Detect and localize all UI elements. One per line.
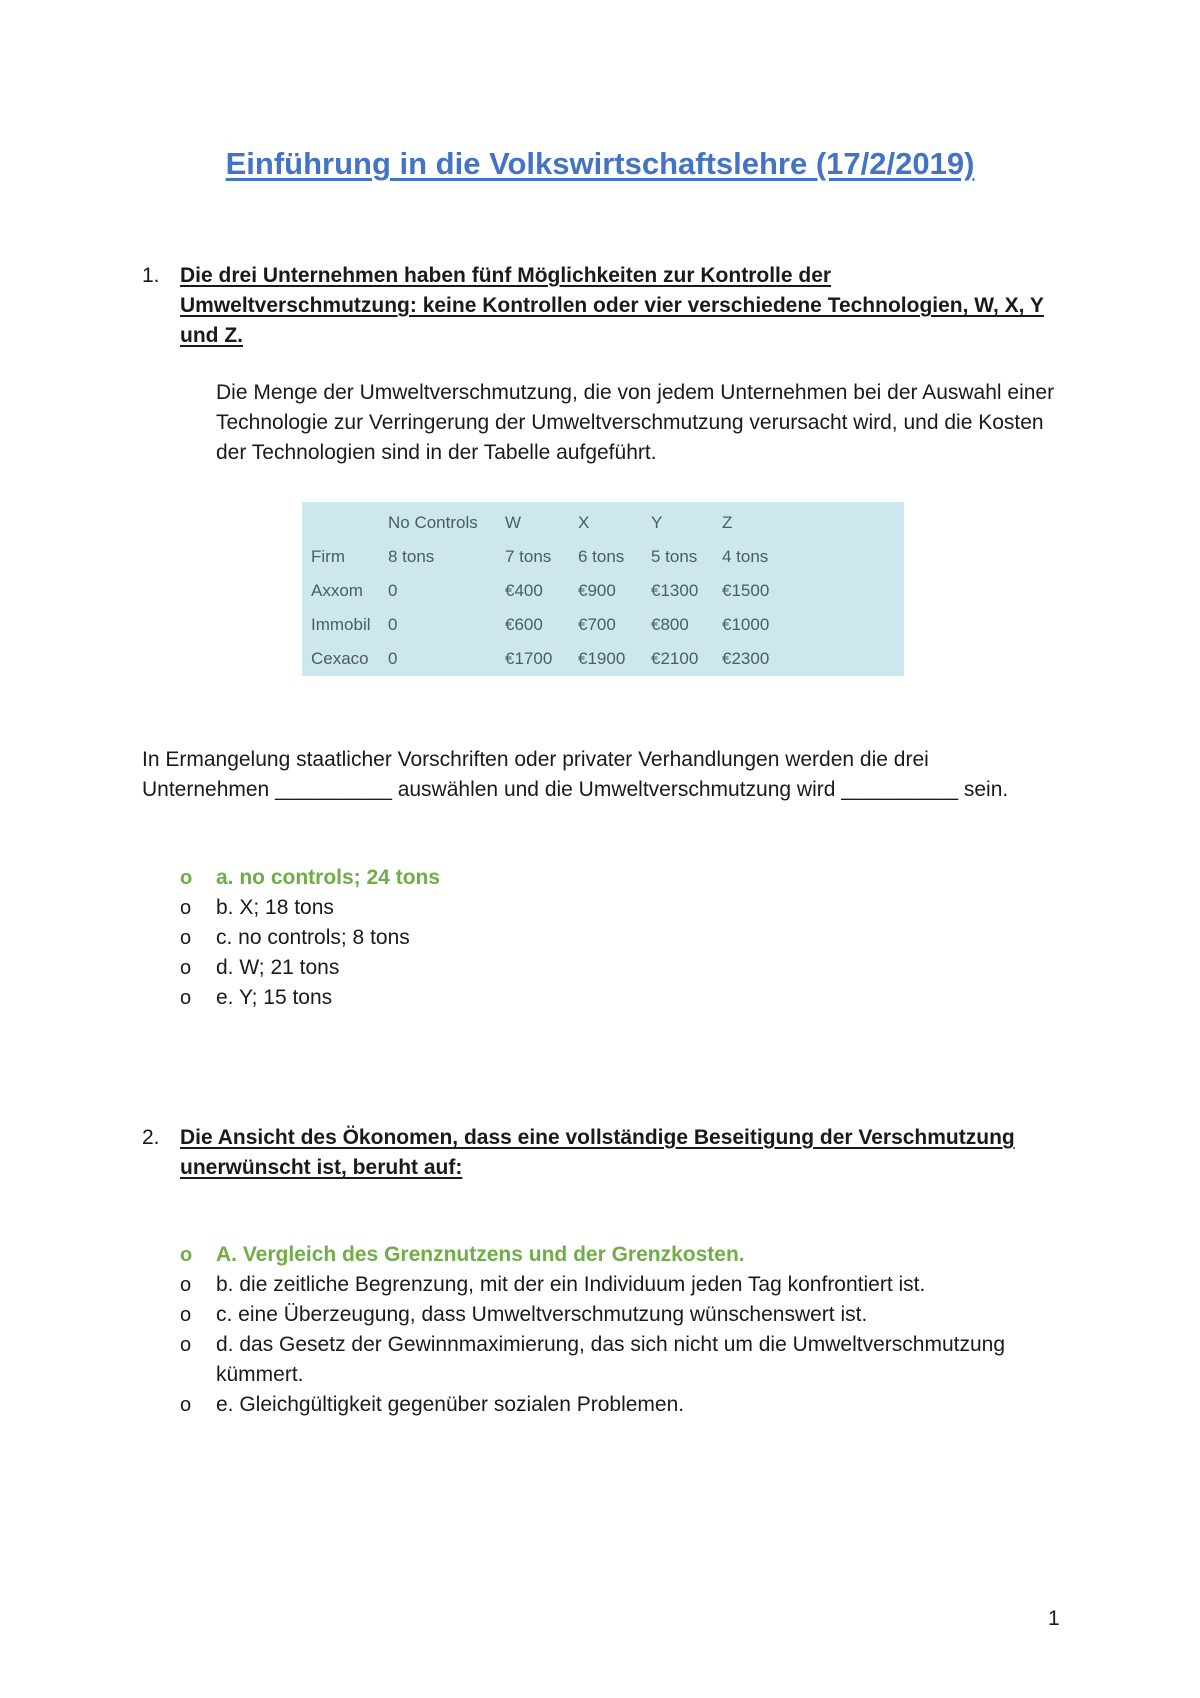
table-cell: 5 tons bbox=[651, 547, 698, 566]
answer-option-label: b. die zeitliche Begrenzung, mit der ein Individuum jeden Tag konfrontiert ist. bbox=[216, 1273, 926, 1296]
table-cell: Immobil bbox=[311, 615, 371, 634]
circle-bullet-icon: o bbox=[180, 1394, 192, 1416]
table-row bbox=[302, 608, 904, 642]
answer-option-correct[interactable] bbox=[180, 1240, 1080, 1270]
table-cell: Axxom bbox=[311, 581, 363, 600]
circle-bullet-icon: o bbox=[180, 927, 192, 949]
answer-option[interactable] bbox=[180, 953, 1080, 983]
question-number: 2. bbox=[142, 1126, 160, 1149]
table-cell: €2300 bbox=[722, 649, 770, 668]
question-1-options bbox=[180, 863, 1080, 1013]
table-cell: 0 bbox=[388, 649, 398, 668]
answer-option-label: A. Vergleich des Grenznutzens und der Grenzkosten. bbox=[216, 1243, 745, 1266]
question-2-options bbox=[180, 1240, 1080, 1420]
table-header-cell: W bbox=[505, 513, 522, 532]
answer-option[interactable] bbox=[180, 923, 1080, 953]
circle-bullet-icon: o bbox=[180, 867, 193, 889]
table-cell: €2100 bbox=[651, 649, 699, 668]
table-row bbox=[302, 574, 904, 608]
table-cell: €900 bbox=[578, 581, 616, 600]
table-cell: 8 tons bbox=[388, 547, 435, 566]
table-header-cell: No Controls bbox=[388, 513, 478, 532]
answer-option-label: d. W; 21 tons bbox=[216, 956, 340, 979]
answer-option-label: b. X; 18 tons bbox=[216, 896, 334, 919]
technology-cost-table bbox=[302, 502, 904, 676]
table-header-cell: Y bbox=[651, 513, 663, 532]
table-cell: €1000 bbox=[722, 615, 770, 634]
question-prompt: Die Ansicht des Ökonomen, dass eine vollständige Beseitigung der Verschmutzung unerwünscht ist, beruht auf: bbox=[180, 1126, 1015, 1179]
circle-bullet-icon: o bbox=[180, 987, 192, 1009]
answer-option-label: c. no controls; 8 tons bbox=[216, 926, 410, 949]
page-number: 1 bbox=[1048, 1607, 1060, 1630]
table-cell: €600 bbox=[505, 615, 543, 634]
circle-bullet-icon: o bbox=[180, 1334, 192, 1356]
circle-bullet-icon: o bbox=[180, 897, 192, 919]
table-header-cell: Z bbox=[722, 513, 733, 532]
circle-bullet-icon: o bbox=[180, 957, 192, 979]
table-cell: €800 bbox=[651, 615, 689, 634]
table-cell: 0 bbox=[388, 581, 398, 600]
table-cell: €1300 bbox=[651, 581, 699, 600]
table-cell: €1500 bbox=[722, 581, 770, 600]
circle-bullet-icon: o bbox=[180, 1304, 192, 1326]
table-row bbox=[302, 540, 904, 574]
circle-bullet-icon: o bbox=[180, 1244, 193, 1266]
table-cell: €700 bbox=[578, 615, 616, 634]
answer-option-label: d. das Gesetz der Gewinnmaximierung, das sich nicht um die Umweltverschmutzung kümmert. bbox=[216, 1333, 1005, 1386]
answer-option[interactable] bbox=[180, 1300, 1080, 1330]
answer-option[interactable] bbox=[180, 1330, 1080, 1390]
question-1-text: In Ermangelung staatlicher Vorschriften oder privater Verhandlungen werden die drei Unternehmen __________ auswählen und die Umweltverschmutzung wird __________ sein. bbox=[142, 748, 1009, 801]
answer-option[interactable] bbox=[180, 893, 1080, 923]
answer-option-label: e. Gleichgültigkeit gegenüber sozialen Problemen. bbox=[216, 1393, 685, 1416]
table-header-cell: X bbox=[578, 513, 590, 532]
table-cell: €400 bbox=[505, 581, 543, 600]
answer-option-label: c. eine Überzeugung, dass Umweltverschmutzung wünschenswert ist. bbox=[216, 1303, 868, 1326]
answer-option[interactable] bbox=[180, 983, 1080, 1013]
page-title: Einführung in die Volkswirtschaftslehre (17/2/2019) bbox=[225, 146, 975, 181]
table-cell: €1900 bbox=[578, 649, 626, 668]
question-number: 1. bbox=[142, 264, 160, 287]
table-row bbox=[302, 642, 904, 676]
question-2 bbox=[142, 1123, 1062, 1183]
question-1-intro: Die Menge der Umweltverschmutzung, die von jedem Unternehmen bei der Auswahl einer Technologie zur Verringerung der Umweltverschmutzung verursacht wird, und die Kosten der Technologien sind in der Tabelle aufgeführt. bbox=[216, 381, 1055, 464]
table-cell: €1700 bbox=[505, 649, 553, 668]
circle-bullet-icon: o bbox=[180, 1274, 192, 1296]
table-header-row bbox=[302, 502, 904, 540]
table-cell: 7 tons bbox=[505, 547, 552, 566]
table-cell: 4 tons bbox=[722, 547, 769, 566]
table-cell: Firm bbox=[311, 547, 345, 566]
answer-option-label: e. Y; 15 tons bbox=[216, 986, 333, 1009]
table-cell: Cexaco bbox=[311, 649, 369, 668]
table-header-cell bbox=[302, 502, 379, 540]
answer-option-label: a. no controls; 24 tons bbox=[216, 866, 441, 889]
answer-option[interactable] bbox=[180, 1270, 1080, 1300]
table-cell: 0 bbox=[388, 615, 398, 634]
question-prompt: Die drei Unternehmen haben fünf Möglichkeiten zur Kontrolle der Umweltverschmutzung: keine Kontrollen oder vier verschiedene Technologien, W, X, Y und Z. bbox=[180, 264, 1044, 347]
answer-option[interactable] bbox=[180, 1390, 1080, 1420]
table-cell: 6 tons bbox=[578, 547, 625, 566]
question-1 bbox=[142, 261, 1062, 351]
answer-option-correct[interactable] bbox=[180, 863, 1080, 893]
